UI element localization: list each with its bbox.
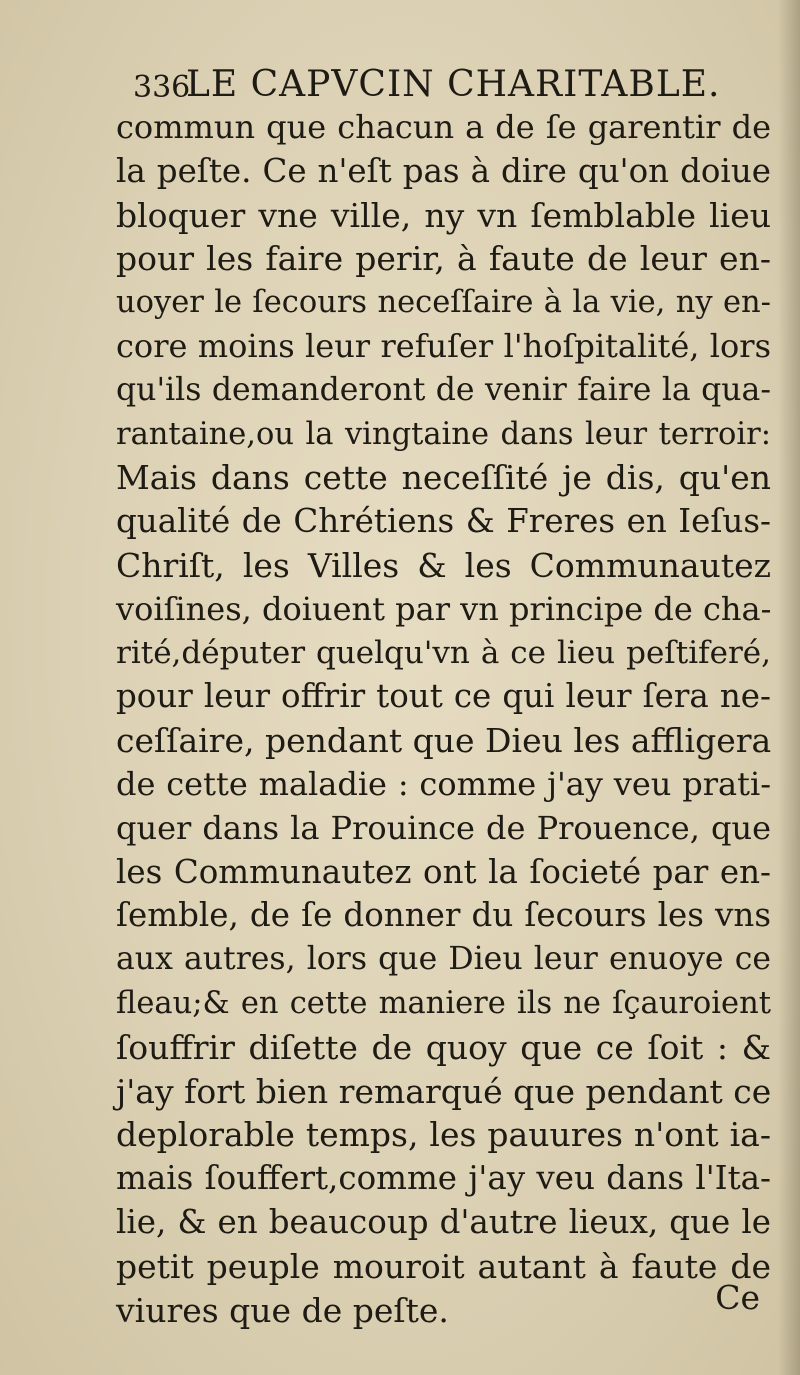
text-line: pour leur offrir tout ce qui leur ſera ne- <box>116 677 771 716</box>
text-line: lie, & en beaucoup d'autre lieux, que le <box>116 1202 771 1241</box>
body-text <box>116 106 771 1332</box>
text-line: mais ſouffert,comme j'ay veu dans l'Ita- <box>116 1159 771 1198</box>
text-line: fleau;& en cette maniere ils ne ſçauroient <box>116 985 771 1021</box>
text-line: de cette maladie : comme j'ay veu prati- <box>116 764 771 803</box>
text-line: rantaine,ou la vingtaine dans leur terroir: <box>116 416 771 452</box>
text-line: petit peuple mouroit autant à faute de <box>116 1246 771 1286</box>
text-line: uoyer le ſecours neceſſaire à la vie, ny en- <box>116 285 771 321</box>
text-line: aux autres, lors que Dieu leur enuoye ce <box>116 941 771 978</box>
text-line: voiſines, doiuent par vn principe de cha- <box>116 589 772 628</box>
text-line: ceſſaire, pendant que Dieu les affligera <box>116 721 772 761</box>
text-line: core moins leur refuſer l'hoſpitalité, lors <box>116 326 771 365</box>
text-line: j'ay fort bien remarqué que pendant ce <box>116 1071 772 1111</box>
running-head: LE CAPVCIN CHARITABLE. <box>186 64 721 105</box>
page-number: 336 <box>133 70 191 105</box>
text-line: ſemble, de ſe donner du ſecours les vns <box>116 896 771 935</box>
catchword: Ce <box>715 1278 760 1317</box>
text-line: viures que de peſte. <box>116 1290 449 1330</box>
text-line: rité,députer quelqu'vn à ce lieu peſtiferé, <box>116 634 771 671</box>
text-line: Chriſt, les Villes & les Communautez <box>116 545 771 585</box>
text-line: bloquer vne ville, ny vn ſemblable lieu <box>116 195 771 235</box>
text-line: ſouffrir diſette de quoy que ce ſoit : & <box>116 1027 771 1067</box>
text-line: pour les faire perir, à faute de leur en- <box>116 239 771 279</box>
text-line: commun que chacun a de ſe garentir de <box>116 108 771 146</box>
text-line: deplorable temps, les pauures n'ont ia- <box>116 1115 771 1155</box>
text-line: qu'ils demanderont de venir faire la qua- <box>116 371 771 408</box>
text-line: la peſte. Ce n'eſt pas à dire qu'on doiue <box>116 151 771 190</box>
text-line: quer dans la Prouince de Prouence, que <box>116 808 771 847</box>
text-line: les Communautez ont la ſocieté par en- <box>116 852 771 891</box>
text-line: Mais dans cette neceſſité je dis, qu'en <box>116 458 771 498</box>
text-line: qualité de Chrétiens & Freres en Ieſus- <box>116 502 771 541</box>
